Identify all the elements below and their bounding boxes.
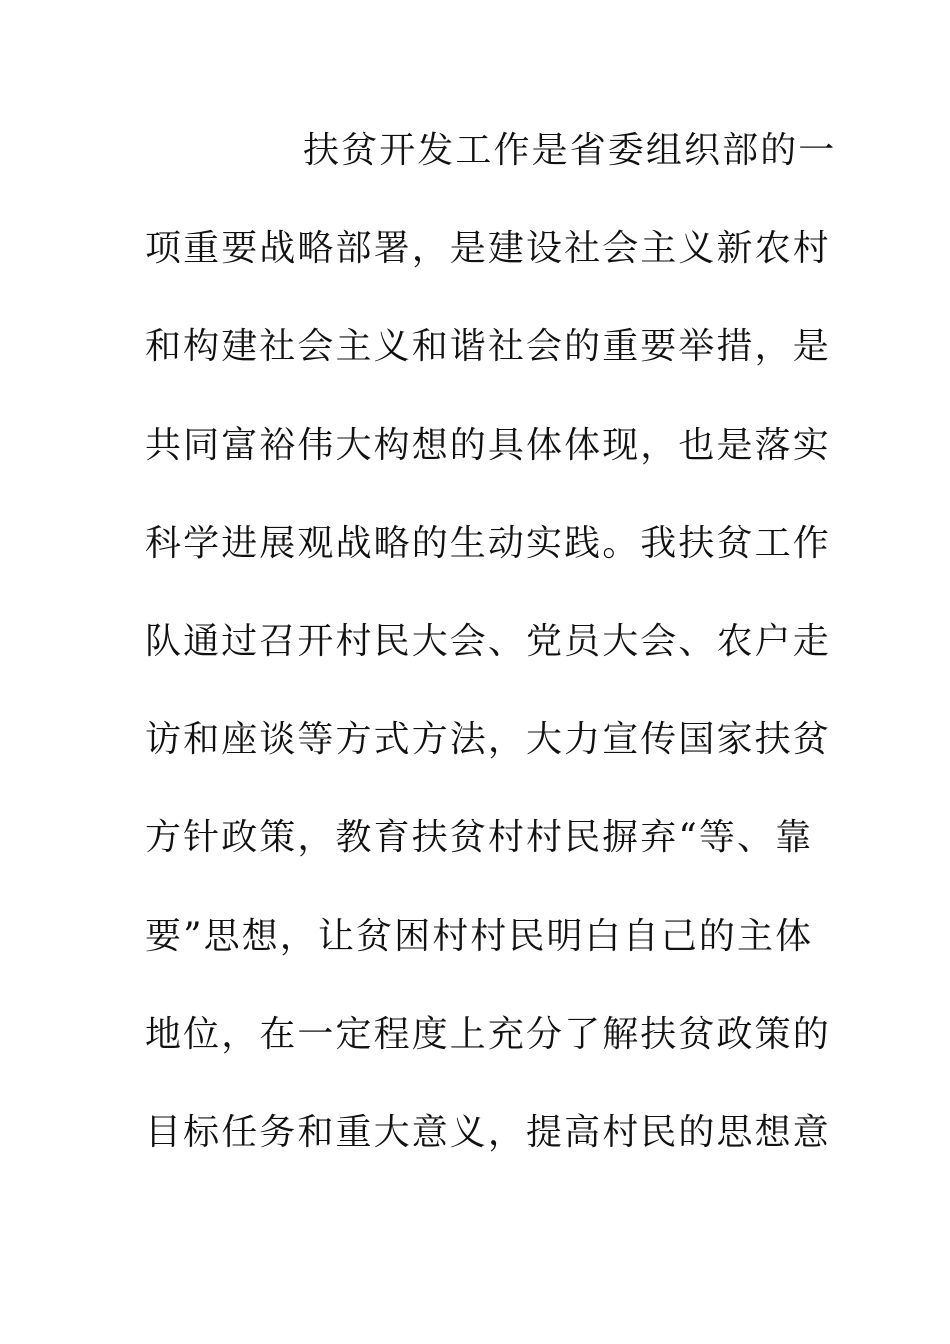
paragraph-line-9: 要”思想，让贫困村村民明白自己的主体 [145,915,814,957]
paragraph-line-3: 和构建社会主义和谐社会的重要举措，是 [145,326,831,368]
paragraph-line-10: 地位，在一定程度上充分了解扶贫政策的 [145,1013,831,1055]
paragraph-line-4: 共同富裕伟大构想的具体体现，也是落实 [145,424,831,466]
paragraph-line-5: 科学进展观战略的生动实践。我扶贫工作 [145,522,831,564]
paragraph-line-8: 方针政策，教育扶贫村村民摒弃“等、靠 [145,817,814,859]
paragraph-line-2: 项重要战略部署，是建设社会主义新农村 [145,228,831,270]
paragraph-line-7: 访和座谈等方式方法，大力宣传国家扶贫 [145,719,831,761]
paragraph-line-11: 目标任务和重大意义，提高村民的思想意 [145,1111,831,1153]
paragraph-line-1: 扶贫开发工作是省委组织部的一 [303,130,837,171]
paragraph-line-6: 队通过召开村民大会、党员大会、农户走 [145,620,831,662]
body-paragraph [145,121,837,1201]
